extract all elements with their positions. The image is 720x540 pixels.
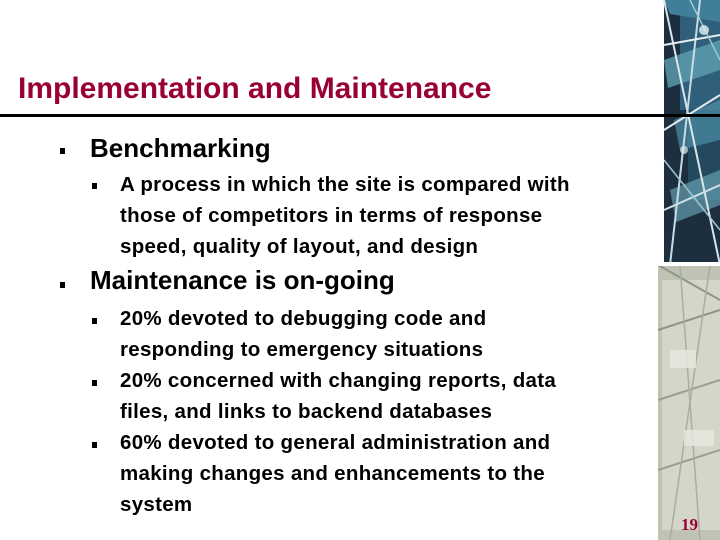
bullet-benchmarking: Benchmarking [90,133,271,163]
square-bullet-icon [60,282,65,288]
title-underline [0,114,640,117]
subbullet-debugging: 20% devoted to debugging code and responding to emergency situations [120,307,487,361]
slide-title: Implementation and Maintenance [18,72,492,105]
square-bullet-icon [60,148,65,154]
subbullet-benchmarking-definition: A process in which the site is compared with those of competitors in terms of response speed, quality of layout, and design [120,173,570,258]
decorative-corner-image [640,0,720,540]
page-number: 19 [681,515,698,534]
square-bullet-icon [92,380,97,386]
square-bullet-icon [92,183,97,189]
square-bullet-icon [92,442,97,448]
square-bullet-icon [92,318,97,324]
subbullet-administration: 60% devoted to general administration and making changes and enhancements to the system [120,431,551,516]
subbullet-reports: 20% concerned with changing reports, data files, and links to backend databases [120,369,557,423]
bullet-maintenance: Maintenance is on-going [90,265,395,295]
